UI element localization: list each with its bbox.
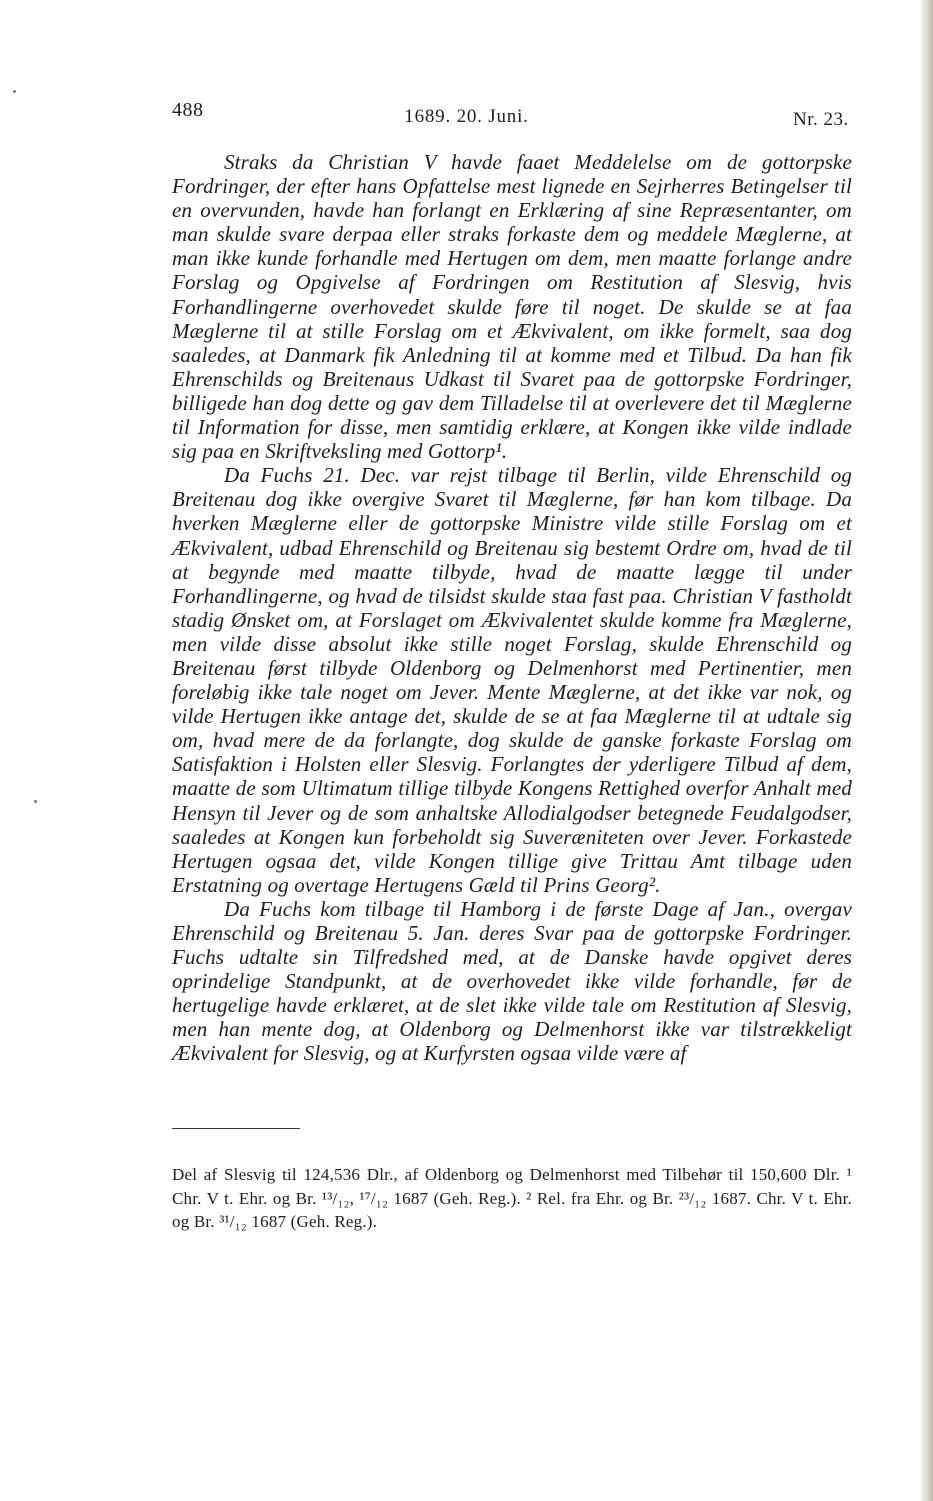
paper-speck [34,800,37,803]
document-number: Nr. 23. [793,109,849,130]
paragraph: Da Fuchs kom tilbage til Hamborg i de første Dage af Jan., overgav Ehrenschild og Breitenau 5. Jan. deres Svar paa de gottorpske Fordringer. Fuchs udtalte sin Tilfredshed med, at de Danske havde opgivet deres oprindelige Standpunkt, at de overhovedet ikke vilde forhandle, før de hertugelige havde erklæret, at de slet ikke vilde tale om Restitution af Slesvig, men han mente dog, at Oldenborg og Delmenhorst ikke var tilstrækkeligt Ækvivalent for Slesvig, og at Kurfyrsten ogsaa vilde være af [172,896,852,1066]
page-header [0,0,933,140]
page-edge-shadow [921,0,933,1501]
footnote-text: Del af Slesvig til 124,536 Dlr., af Oldenborg og Delmenhorst med Tilbehør til 150,600 Dlr. ¹ Chr. V t. Ehr. og Br. ¹³/₁₂, ¹⁷/₁₂ 1687 (Geh. Reg.). ² Rel. fra Ehr. og Br. ²³/₁₂ 1687. Chr. V t. Ehr. og Br. ³¹/₁₂ 1687 (Geh. Reg.). [172,1165,852,1231]
paragraph: Da Fuchs 21. Dec. var rejst tilbage til Berlin, vilde Ehrenschild og Breitenau dog ikke overgive Svaret til Mæglerne, før han kom tilbage. Da hverken Mæglerne eller de gottorpske Ministre vilde stille Forslag om et Ækvivalent, udbad Ehrenschild og Breitenau sig bestemt Ordre om, hvad de til at begynde med maatte tilbyde, hvad de maatte lægge til under Forhandlingerne, og hvad de tilsidst skulde staa fast paa. Christian V fastholdt stadig Ønsket om, at Forslaget om Ækvivalentet skulde komme fra Mæglerne, men vilde disse absolut ikke stille noget Forslag, skulde Ehrenschild og Breitenau først tilbyde Oldenborg og Delmenhorst med Pertinentier, men foreløbig ikke tale noget om Jever. Mente Mæglerne, at det ikke var nok, og vilde Hertugen ikke antage det, skulde de se at faa Mæglerne til at udtale sig om, hvad mere de da forlangte, dog skulde de ganske forkaste Forslag om Satisfaktion i Holsten eller Slesvig. Forlangtes der yderligere Tilbud af dem, maatte de som Ultimatum tillige tilbyde Kongens Rettighed overfor Anhalt med Hensyn til Jever og de som anhaltske Allodialgodser betegnede Feudalgodser, saaledes at Kongen kun forbeholdt sig Suveræniteten over Jever. Forkastede Hertugen ogsaa det, vilde Kongen tillige give Trittau Amt tilbage uden Erstatning og overtage Hertugens Gæld til Prins Georg². [172,463,852,897]
footnote-divider [172,1128,300,1129]
running-title: 1689. 20. Juni. [404,106,529,127]
body-text [172,150,852,1066]
paragraph: Straks da Christian V havde faaet Meddelelse om de gottorpske Fordringer, der efter hans Opfattelse mest lignede en Sejrherres Betingelser til en overvunden, havde han forlangt en Erklæring af sine Repræsentanter, om man skulde svare derpaa eller straks forkaste dem og meddele Mæglerne, at man ikke kunde forhandle med Hertugen om dem, men maatte forlange andre Forslag og Opgivelse af Fordringen om Restitution af Slesvig, hvis Forhandlingerne overhovedet skulde føre til noget. De skulde se at faa Mæglerne til at stille Forslag om et Ækvivalent, om ikke formelt, saa dog saaledes, at Danmark fik Anledning til at komme med et Tilbud. Da han fik Ehrenschilds og Breitenaus Udkast til Svaret paa de gottorpske Fordringer, billigede han dog dette og gav dem Tilladelse til at overlevere det til Mæglerne til Information for disse, men samtidig erklære, at Kongen ikke vilde indlade sig paa en Skriftveksling med Gottorp¹. [172,150,852,464]
footnotes [172,1163,852,1234]
page-number: 488 [172,99,204,121]
